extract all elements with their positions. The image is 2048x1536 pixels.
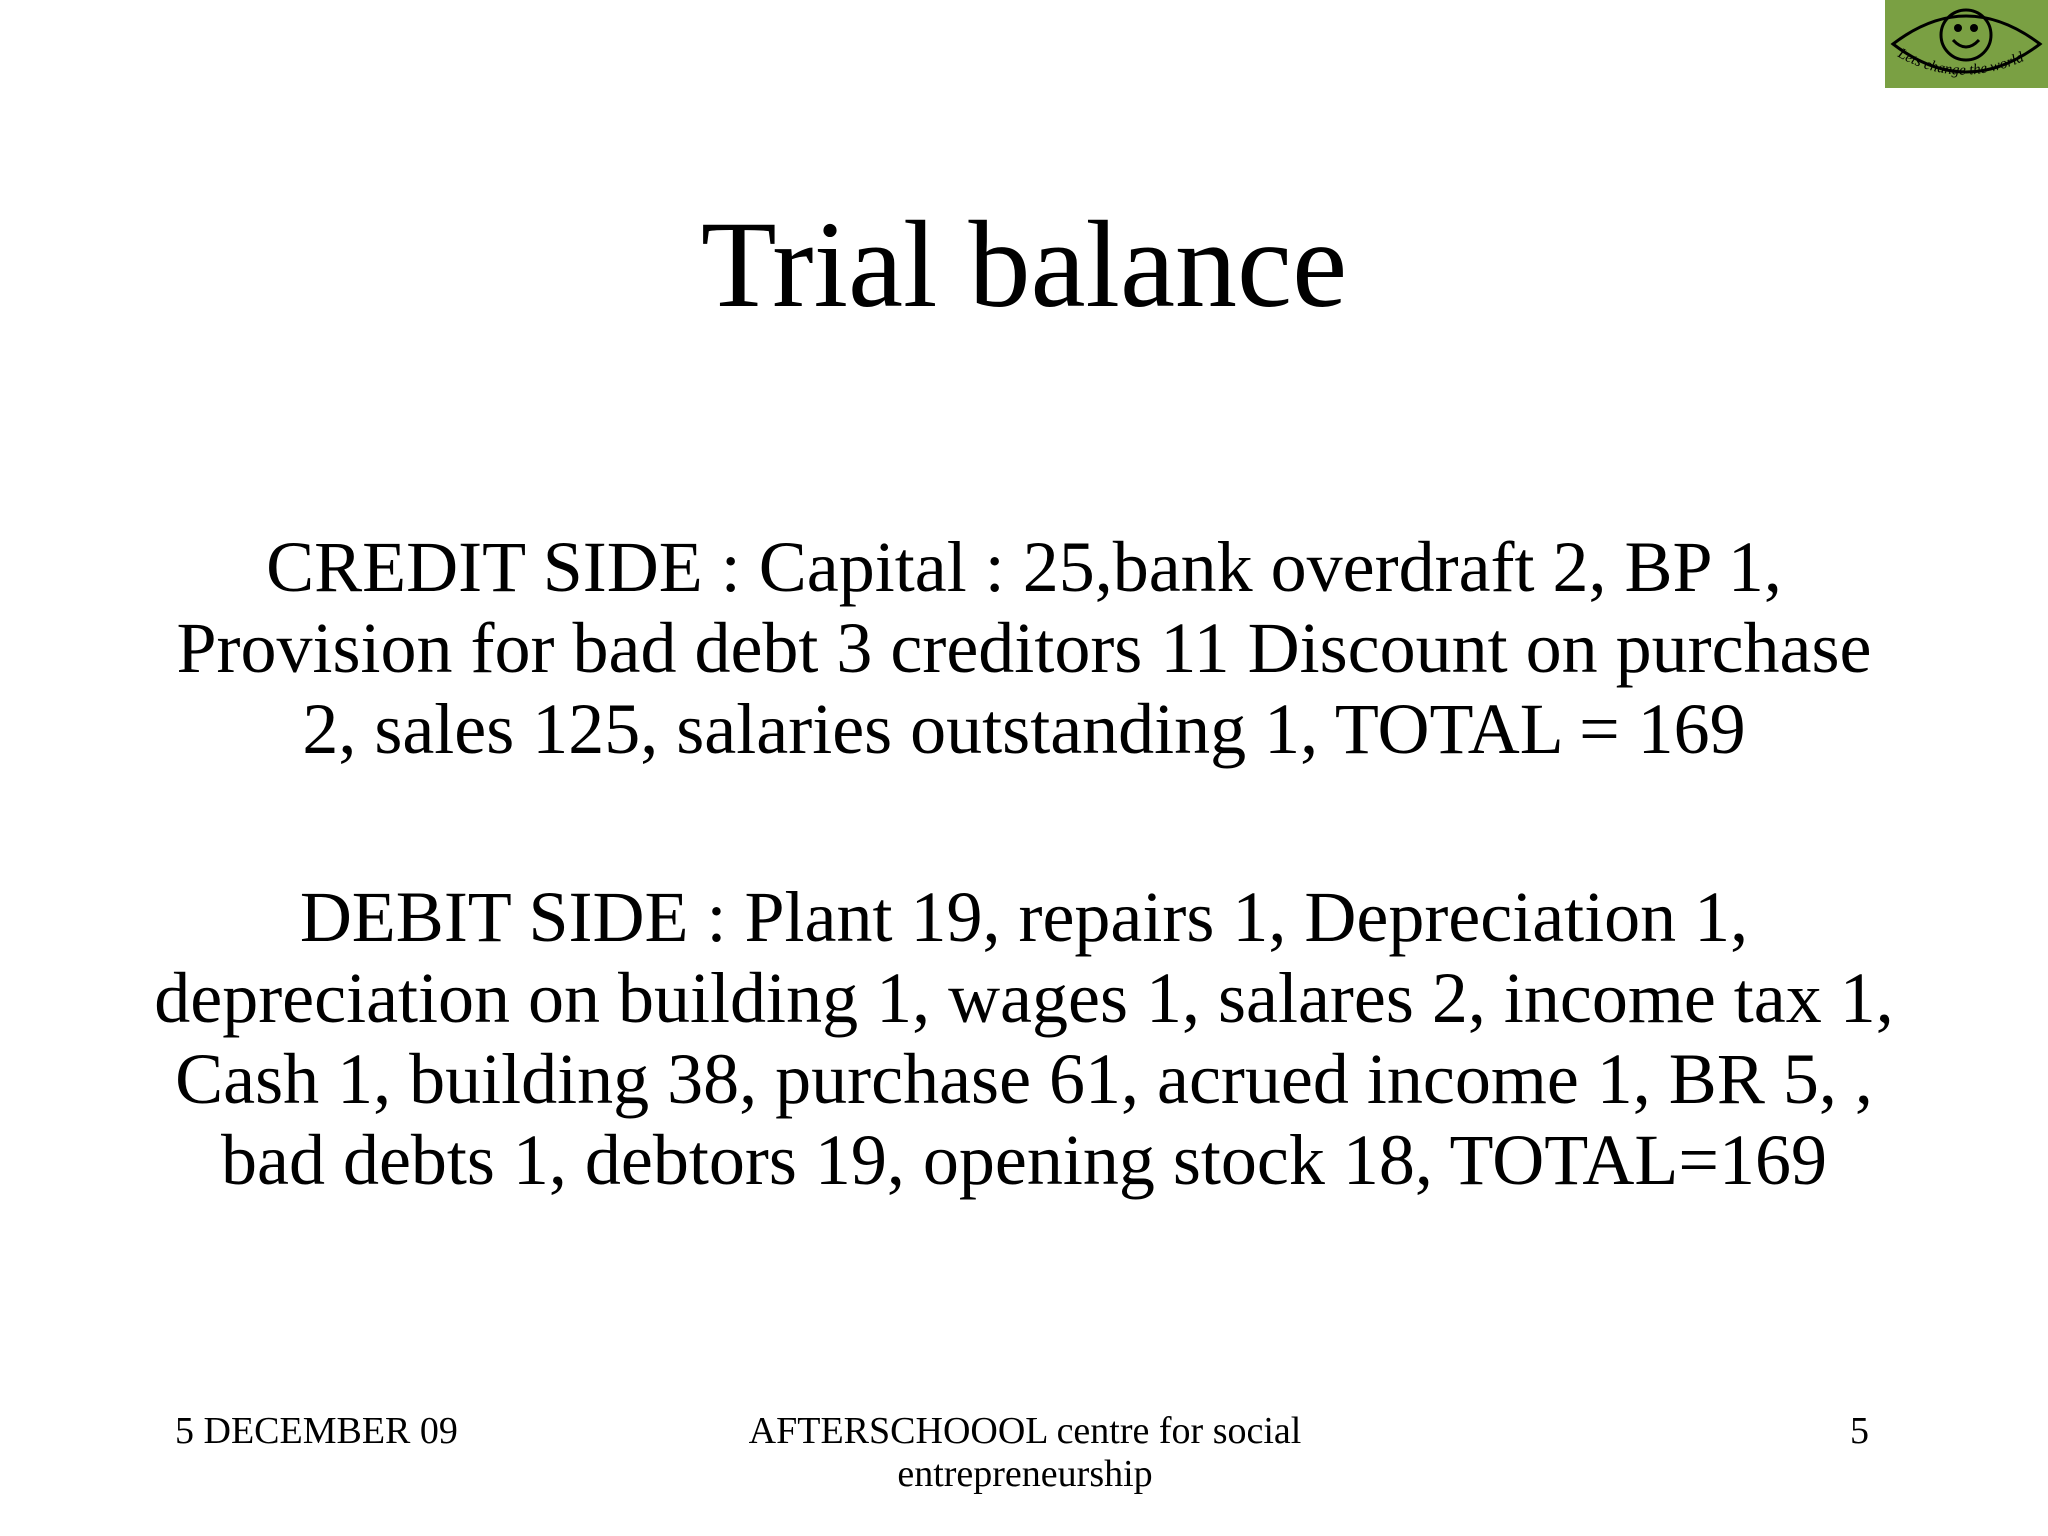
logo [1885, 0, 2048, 88]
credit-side-text: CREDIT SIDE : Capital : 25,bank overdraft 2, BP 1, Provision for bad debt 3 creditors 11 Discount on purchase 2, sales 125, salaries outstanding 1, TOTAL = 169 [176, 527, 1872, 769]
logo-tagline: Lets change the world [1895, 45, 2027, 79]
footer-date: 5 DECEMBER 09 [175, 1410, 458, 1452]
page-number: 5 [1850, 1410, 1869, 1452]
svg-text:Lets change the world [1894, 45, 2026, 79]
footer-organization: AFTERSCHOOOL centre for social entrepreneurship [748, 1410, 1302, 1495]
slide-title: Trial balance [700, 196, 1348, 333]
debit-side-text: DEBIT SIDE : Plant 19, repairs 1, Depreciation 1, depreciation on building 1, wages 1, salares 2, income tax 1, Cash 1, building 38, purchase 61, acrued income 1, BR 5, , bad debts 1, debtors 19, opening stock 18, TOTAL=169 [154, 877, 1894, 1200]
smiley-eye-logo-icon [1885, 0, 2048, 88]
